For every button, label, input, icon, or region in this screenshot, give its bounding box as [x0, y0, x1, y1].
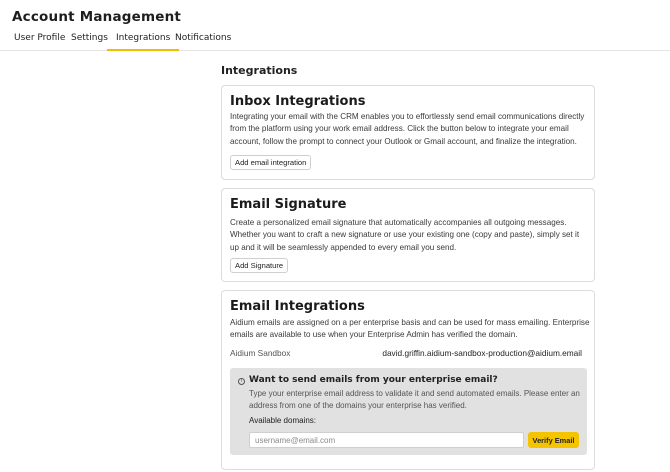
- tab-settings[interactable]: Settings: [71, 33, 108, 43]
- tab-user-profile[interactable]: User Profile: [14, 33, 66, 43]
- page-title: Account Management: [12, 9, 182, 25]
- inbox-integrations-description: Integrating your email with the CRM enables you to effortlessly send email communications directly from the platform using your work email address. Click the button below to integrate your email account, follow the prompt to connect your Outlook or Gmail account, and finalize the integration.: [230, 112, 585, 146]
- add-signature-button[interactable]: Add Signature: [230, 258, 288, 273]
- section-title: Integrations: [221, 64, 298, 77]
- email-integrations-card: [221, 290, 595, 470]
- sandbox-label: Aidium Sandbox: [230, 348, 291, 358]
- tab-notifications[interactable]: Notifications: [175, 33, 232, 43]
- enterprise-email-input[interactable]: [249, 432, 524, 448]
- enterprise-email-description: Type your enterprise email address to validate it and send automated emails. Please enter an address from one of the domains your enterprise has verified.: [249, 389, 580, 410]
- verify-email-button[interactable]: Verify Email: [528, 432, 579, 448]
- tab-bar: [0, 30, 670, 51]
- email-signature-description: Create a personalized email signature that automatically accompanies all outgoing messages. Whether you want to craft a new signature or use your existing one (copy and paste), simply set it up and it will be seamlessly appended to every email you send.: [230, 218, 580, 252]
- info-icon: i: [238, 378, 245, 385]
- email-integrations-description: Aidium emails are assigned on a per enterprise basis and can be used for mass emailing. Enterprise emails are available to use when your Enterprise Admin has verified the domain.: [230, 318, 590, 340]
- email-signature-card: [221, 188, 595, 282]
- available-domains-label: Available domains:: [249, 416, 317, 425]
- sandbox-email: david.griffin.aidium-sandbox-production@aidium.email: [382, 348, 582, 358]
- tab-integrations[interactable]: Integrations: [107, 33, 179, 51]
- email-signature-title: Email Signature: [230, 197, 347, 212]
- inbox-integrations-card: [221, 85, 595, 180]
- email-integrations-title: Email Integrations: [230, 299, 365, 314]
- enterprise-email-title: Want to send emails from your enterprise email?: [249, 375, 498, 385]
- add-email-integration-button[interactable]: Add email integration: [230, 155, 311, 170]
- enterprise-email-box: [230, 368, 587, 455]
- inbox-integrations-title: Inbox Integrations: [230, 94, 366, 109]
